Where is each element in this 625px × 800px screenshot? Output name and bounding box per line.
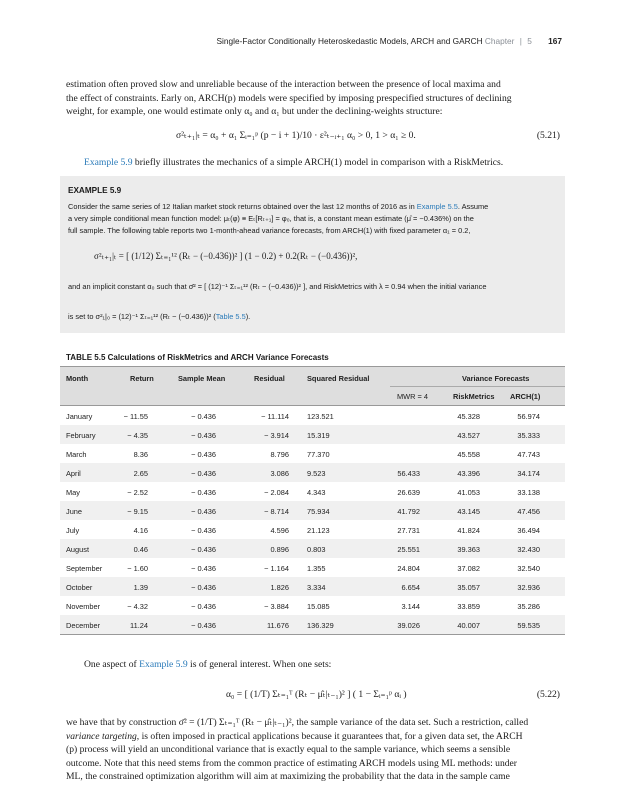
cell-ret: − 4.32	[127, 602, 148, 611]
cell-res: − 8.714	[264, 507, 289, 516]
example-arch-formula: σ²ₜ₊₁|ₜ = [ (1/12) Σₜ₌₁¹² (Rₜ − (−0.436))² ] (1 − 0.2) + 0.2(Rₜ − (−0.436))²,	[94, 251, 358, 261]
cell-mean: − 0.436	[191, 469, 216, 478]
cell-month: November	[66, 602, 101, 611]
cell-res: − 11.114	[261, 412, 289, 421]
cell-mwr: 6.654	[401, 583, 420, 592]
header-chapter: Chapter	[484, 36, 515, 46]
cell-sq: 15.085	[307, 602, 330, 611]
cell-arch: 59.535	[517, 621, 540, 630]
col-header-variance-forecasts: Variance Forecasts	[462, 374, 530, 383]
cell-rm: 35.057	[457, 583, 480, 592]
cell-res: − 3.884	[264, 602, 289, 611]
equation-5-21: σ²ₜ₊₁|ₜ = α₀ + α₁ Σᵢ₌₁ᵖ (p − i + 1)/10 · ε²ₜ₋ᵢ₊₁ α₀ > 0, 1 > α₁ ≥ 0.	[176, 130, 416, 141]
cell-sq: 123.521	[307, 412, 334, 421]
cell-mean: − 0.436	[191, 450, 216, 459]
cell-ret: − 11.55	[123, 412, 148, 421]
example-line-1	[68, 201, 556, 212]
cell-arch: 32.936	[517, 583, 540, 592]
cell-arch: 34.174	[517, 469, 540, 478]
cell-mwr: 25.551	[397, 545, 420, 554]
col-header-mwr: MWR = 4	[397, 392, 429, 401]
example-line-1-text: Consider the same series of 12 Italian market stock returns obtained over the last 12 months of 2016 as in	[68, 202, 417, 211]
cell-rm: 37.082	[457, 564, 480, 573]
example-intro-paragraph	[84, 156, 564, 170]
cell-month: April	[66, 469, 81, 478]
cell-mwr: 39.026	[397, 621, 420, 630]
cell-ret: − 4.35	[127, 431, 148, 440]
cell-month: August	[66, 545, 90, 554]
equation-5-22: α₀ = [ (1/T) Σₜ₌₁ᵀ (Rₜ − μ̂ₜ|ₜ₋₁)² ] ( 1 − Σᵢ₌₁ᵖ αᵢ )	[226, 689, 407, 700]
cell-ret: − 1.60	[127, 564, 148, 573]
intro-paragraph	[66, 78, 560, 119]
cell-rm: 41.053	[457, 488, 480, 497]
vt-term: variance targeting	[66, 730, 137, 742]
cell-month: May	[66, 488, 80, 497]
equation-number-5-21: (5.21)	[536, 130, 560, 141]
vt-line-4: outcome. Note that this need stems from the common practice of estimating ARCH models using ML methods: under	[66, 757, 518, 769]
intro-line-1: estimation often proved slow and unreliable because of the interaction between the presence of local maxima and	[66, 79, 501, 90]
cell-ret: 4.16	[133, 526, 148, 535]
example-5-9-link-2[interactable]: Example 5.9	[139, 659, 188, 670]
cell-sq: 1.355	[307, 564, 326, 573]
example-title: EXAMPLE 5.9	[68, 186, 122, 195]
cell-month: March	[66, 450, 87, 459]
cell-rm: 43.527	[457, 431, 480, 440]
cell-res: − 3.914	[264, 431, 289, 440]
cell-rm: 33.859	[457, 602, 480, 611]
cell-month: December	[66, 621, 101, 630]
col-header-sample-mean: Sample Mean	[178, 374, 226, 383]
aspect-text-end: is of general interest. When one sets:	[187, 659, 332, 670]
cell-month: June	[66, 507, 83, 516]
aspect-paragraph	[84, 658, 578, 672]
cell-mean: − 0.436	[191, 602, 216, 611]
cell-res: 0.896	[270, 545, 289, 554]
cell-month: July	[66, 526, 80, 535]
cell-arch: 33.138	[517, 488, 540, 497]
table-top-rule	[60, 366, 565, 367]
cell-res: 8.796	[270, 450, 289, 459]
col-header-residual: Residual	[254, 374, 285, 383]
cell-ret: 0.46	[133, 545, 148, 554]
cell-sq: 4.343	[307, 488, 326, 497]
cell-arch: 35.333	[517, 431, 540, 440]
cell-rm: 45.558	[457, 450, 480, 459]
cell-mean: − 0.436	[191, 564, 216, 573]
cell-sq: 9.523	[307, 469, 326, 478]
example-5-5-link[interactable]: Example 5.5	[416, 202, 458, 211]
cell-mwr: 41.792	[397, 507, 420, 516]
cell-arch: 32.430	[517, 545, 540, 554]
cell-mwr: 27.731	[397, 526, 420, 535]
cell-ret: 2.65	[133, 469, 148, 478]
cell-ret: 1.39	[133, 583, 148, 592]
cell-ret: 11.24	[130, 621, 148, 630]
cell-res: 11.676	[266, 621, 289, 630]
cell-rm: 41.824	[457, 526, 480, 535]
cell-arch: 32.540	[517, 564, 540, 573]
cell-mean: − 0.436	[191, 545, 216, 554]
cell-mwr: 3.144	[401, 602, 420, 611]
cell-sq: 75.934	[307, 507, 330, 516]
cell-ret: − 2.52	[127, 488, 148, 497]
example-line-5-end: ).	[245, 312, 251, 321]
cell-sq: 0.803	[307, 545, 326, 554]
equation-number-5-22: (5.22)	[536, 689, 560, 700]
example-line-5-text: is set to σ²₁|₀ = (12)⁻¹ Σₜ₌₁¹² (Rₜ − (−0.436))² (	[68, 312, 216, 321]
cell-month: October	[66, 583, 93, 592]
page-number: 167	[548, 36, 562, 46]
table-bottom-rule	[60, 634, 565, 635]
cell-sq: 15.319	[307, 431, 330, 440]
cell-mean: − 0.436	[191, 431, 216, 440]
cell-month: September	[66, 564, 103, 573]
cell-sq: 136.329	[307, 621, 334, 630]
cell-rm: 40.007	[457, 621, 480, 630]
cell-res: − 1.164	[264, 564, 289, 573]
cell-mwr: 56.433	[397, 469, 420, 478]
aspect-text-start: One aspect of	[84, 659, 140, 670]
header-chapter-number: 5	[527, 36, 532, 46]
variance-targeting-paragraph	[66, 716, 560, 784]
cell-rm: 45.328	[457, 412, 480, 421]
cell-month: February	[66, 431, 96, 440]
cell-rm: 39.363	[457, 545, 480, 554]
cell-rm: 43.396	[457, 469, 480, 478]
cell-arch: 47.743	[517, 450, 540, 459]
table-5-5-link[interactable]: Table 5.5	[215, 312, 246, 321]
cell-res: 3.086	[270, 469, 289, 478]
intro-line-2: the effect of constraints. Early on, ARCH(p) models were specified by imposing prespecified structures of declining	[66, 92, 512, 104]
vt-line-1: we have that by construction σ̄² = (1/T) Σₜ₌₁ᵀ (Rₜ − μ̂ₜ|ₜ₋₁)², the sample variance of the data set. Such a restriction, called	[66, 717, 529, 728]
col-header-return: Return	[130, 374, 154, 383]
cell-arch: 36.494	[517, 526, 540, 535]
cell-res: 4.596	[270, 526, 289, 535]
vt-line-2	[66, 730, 560, 744]
cell-ret: 8.36	[133, 450, 148, 459]
table-title: TABLE 5.5 Calculations of RiskMetrics and ARCH Variance Forecasts	[66, 353, 329, 362]
cell-mwr: 26.639	[397, 488, 420, 497]
cell-ret: − 9.15	[127, 507, 148, 516]
col-header-squared-residual: Squared Residual	[307, 374, 370, 383]
col-header-month: Month	[66, 374, 89, 383]
vt-line-5: ML, the constrained optimization algorithm will aim at maximizing the probability that the data in the sample came	[66, 771, 510, 783]
variance-subheader-rule	[390, 386, 565, 387]
cell-mean: − 0.436	[191, 507, 216, 516]
example-line-5	[68, 311, 556, 322]
col-header-arch1: ARCH(1)	[510, 392, 541, 401]
cell-mean: − 0.436	[191, 526, 216, 535]
col-header-riskmetrics: RiskMetrics	[453, 392, 495, 401]
cell-sq: 3.334	[307, 583, 326, 592]
cell-mean: − 0.436	[191, 583, 216, 592]
header-separator: |	[519, 36, 522, 46]
cell-mean: − 0.436	[191, 412, 216, 421]
vt-line-3: (p) process will yield an unconditional variance that is exactly equal to the sample variance, which seems a sensible	[66, 744, 511, 756]
example-intro-text: briefly illustrates the mechanics of a simple ARCH(1) model in comparison with a RiskMetrics.	[132, 157, 504, 168]
vt-line-2-text: , is often imposed in practical applications because it guarantees that, for a given data set, the ARCH	[136, 730, 523, 742]
header-title: Single-Factor Conditionally Heteroskedastic Models, ARCH and GARCH	[216, 36, 483, 46]
example-5-9-link[interactable]: Example 5.9	[84, 157, 133, 168]
example-line-2: a very simple conditional mean function model: μₜ(φ) ≡ Eₜ[Rₜ₊₁] = φ₀, that is, a constant mean estimate (μ̂ = −0.436%) on the	[68, 214, 474, 223]
intro-line-3: weight, for example, one would estimate only α₀ and α₁ but under the declining-weights structure:	[66, 106, 443, 118]
cell-month: January	[66, 412, 93, 421]
cell-sq: 77.370	[307, 450, 330, 459]
table-header-rule	[60, 405, 565, 406]
cell-mean: − 0.436	[191, 488, 216, 497]
cell-rm: 43.145	[457, 507, 480, 516]
cell-mean: − 0.436	[191, 621, 216, 630]
cell-res: 1.826	[270, 583, 289, 592]
example-line-4: and an implicit constant α₀ such that σ̄² = [ (12)⁻¹ Σₜ₌₁¹² (Rₜ − (−0.436))² ], and RiskMetrics with λ = 0.94 when the initial variance	[68, 282, 487, 291]
cell-arch: 56.974	[517, 412, 540, 421]
cell-arch: 47.456	[517, 507, 540, 516]
cell-mwr: 24.804	[397, 564, 420, 573]
running-header	[60, 36, 562, 50]
example-line-3: full sample. The following table reports two 1-month-ahead variance forecasts, from ARCH(1) with fixed parameter α₁ = 0.2,	[68, 226, 471, 235]
cell-arch: 35.286	[517, 602, 540, 611]
cell-sq: 21.123	[307, 526, 330, 535]
example-line-1-end: . Assume	[457, 202, 489, 211]
cell-res: − 2.084	[264, 488, 289, 497]
